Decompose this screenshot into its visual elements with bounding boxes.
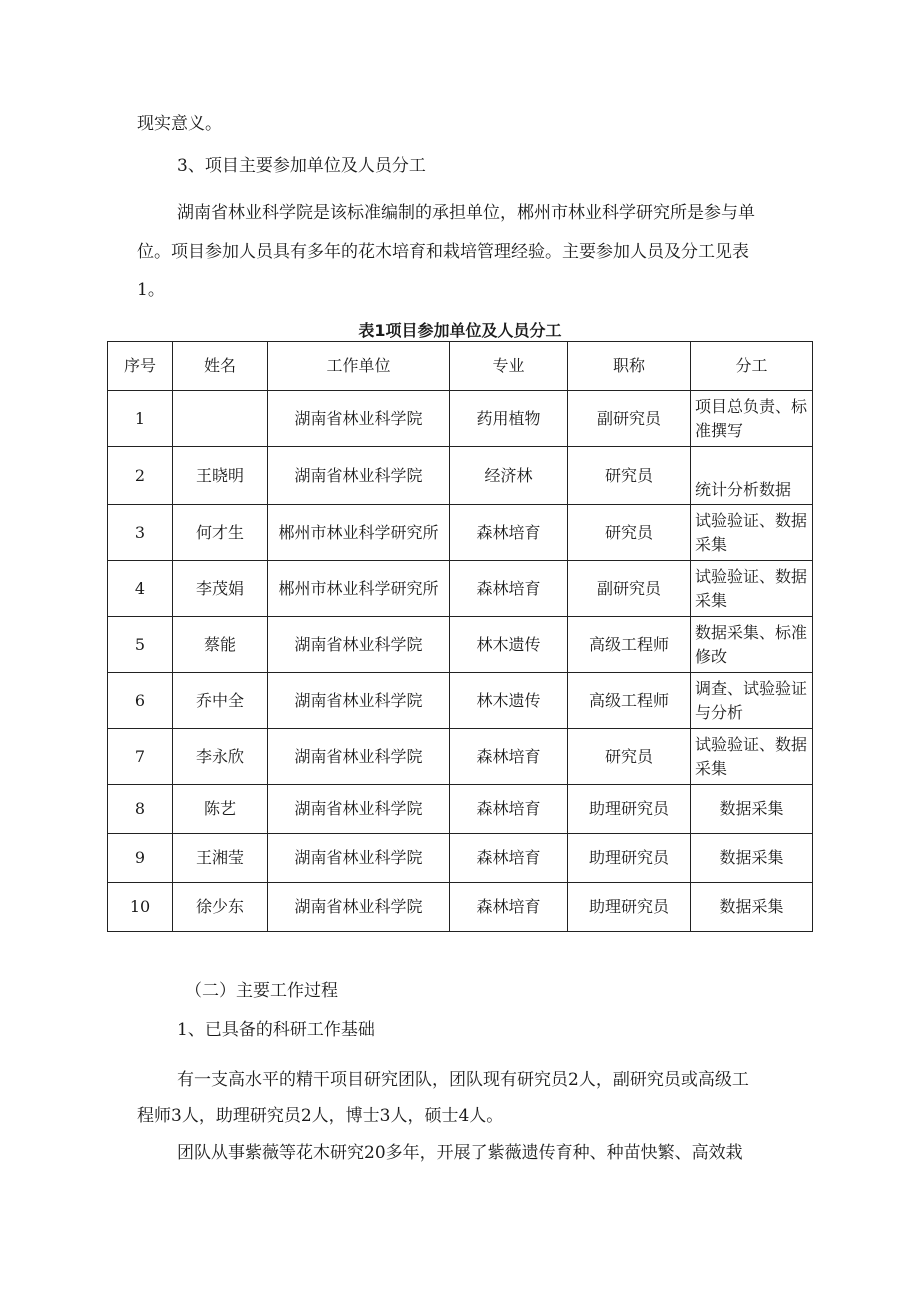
cell-title: 副研究员 — [568, 561, 691, 617]
cell-name: 乔中全 — [173, 673, 268, 729]
cell-duty: 数据采集 — [691, 785, 813, 834]
cell-duty: 试验验证、数据采集 — [691, 505, 813, 561]
cell-title: 研究员 — [568, 505, 691, 561]
cell-name: 蔡能 — [173, 617, 268, 673]
cell-name: 王晓明 — [173, 447, 268, 505]
cell-duty: 项目总负责、标准撰写 — [691, 391, 813, 447]
cell-major: 森林培育 — [450, 505, 568, 561]
header-title: 职称 — [568, 342, 691, 391]
cell-duty: 数据采集 — [691, 834, 813, 883]
cell-title: 研究员 — [568, 729, 691, 785]
cell-major: 药用植物 — [450, 391, 568, 447]
table-row — [108, 391, 813, 447]
cell-unit: 湖南省林业科学院 — [268, 673, 450, 729]
cell-duty: 数据采集、标准修改 — [691, 617, 813, 673]
cell-title: 助理研究员 — [568, 883, 691, 932]
table-row — [108, 785, 813, 834]
cell-major: 森林培育 — [450, 785, 568, 834]
sub1-heading: 1、已具备的科研工作基础 — [177, 1020, 375, 1040]
table-row — [108, 673, 813, 729]
table-row — [108, 729, 813, 785]
section3-para-line2: 位。项目参加人员具有多年的花木培育和栽培管理经验。主要参加人员及分工见表 — [137, 242, 749, 262]
para-team-line2: 程师3人，助理研究员2人，博士3人，硕士4人。 — [137, 1106, 504, 1126]
cell-duty: 调查、试验验证与分析 — [691, 673, 813, 729]
table-header-row — [108, 342, 813, 391]
cell-major: 经济林 — [450, 447, 568, 505]
cell-duty: 试验验证、数据采集 — [691, 561, 813, 617]
cell-no: 9 — [108, 834, 173, 883]
cell-name: 李永欣 — [173, 729, 268, 785]
cell-no: 1 — [108, 391, 173, 447]
header-unit: 工作单位 — [268, 342, 450, 391]
cell-unit: 郴州市林业科学研究所 — [268, 561, 450, 617]
table-row — [108, 561, 813, 617]
section3-para-line3: 1。 — [137, 280, 165, 300]
cell-title: 助理研究员 — [568, 785, 691, 834]
cell-unit: 湖南省林业科学院 — [268, 617, 450, 673]
cell-name: 何才生 — [173, 505, 268, 561]
cell-title: 高级工程师 — [568, 673, 691, 729]
table-row — [108, 834, 813, 883]
cell-major: 森林培育 — [450, 834, 568, 883]
header-no: 序号 — [108, 342, 173, 391]
cell-no: 10 — [108, 883, 173, 932]
table-caption: 表1项目参加单位及人员分工 — [358, 321, 562, 340]
cell-no: 3 — [108, 505, 173, 561]
cell-no: 4 — [108, 561, 173, 617]
cell-title: 高级工程师 — [568, 617, 691, 673]
para-team-line1: 有一支高水平的精干项目研究团队，团队现有研究员2人，副研究员或高级工 — [177, 1070, 749, 1090]
cell-no: 5 — [108, 617, 173, 673]
intro-tail: 现实意义。 — [137, 114, 222, 134]
section3-para-line1: 湖南省林业科学院是该标准编制的承担单位，郴州市林业科学研究所是参与单 — [177, 203, 755, 223]
cell-unit: 湖南省林业科学院 — [268, 834, 450, 883]
cell-name: 陈艺 — [173, 785, 268, 834]
cell-major: 森林培育 — [450, 729, 568, 785]
cell-title: 助理研究员 — [568, 834, 691, 883]
cell-unit: 湖南省林业科学院 — [268, 883, 450, 932]
cell-unit: 湖南省林业科学院 — [268, 785, 450, 834]
cell-name — [173, 391, 268, 447]
cell-unit: 湖南省林业科学院 — [268, 447, 450, 505]
cell-title: 研究员 — [568, 447, 691, 505]
cell-name: 李茂娟 — [173, 561, 268, 617]
header-name: 姓名 — [173, 342, 268, 391]
cell-no: 2 — [108, 447, 173, 505]
table-row — [108, 617, 813, 673]
cell-major: 森林培育 — [450, 561, 568, 617]
staff-table — [107, 341, 813, 932]
cell-title: 副研究员 — [568, 391, 691, 447]
para-research-line1: 团队从事紫薇等花木研究20多年，开展了紫薇遗传育种、种苗快繁、高效栽 — [177, 1143, 743, 1163]
cell-no: 7 — [108, 729, 173, 785]
cell-unit: 郴州市林业科学研究所 — [268, 505, 450, 561]
cell-major: 森林培育 — [450, 883, 568, 932]
header-major: 专业 — [450, 342, 568, 391]
cell-no: 8 — [108, 785, 173, 834]
table-row — [108, 505, 813, 561]
cell-unit: 湖南省林业科学院 — [268, 729, 450, 785]
cell-duty: 统计分析数据 — [691, 447, 813, 505]
table-row — [108, 447, 813, 505]
cell-duty: 数据采集 — [691, 883, 813, 932]
cell-major: 林木遗传 — [450, 673, 568, 729]
table-row — [108, 883, 813, 932]
cell-major: 林木遗传 — [450, 617, 568, 673]
cell-duty: 试验验证、数据采集 — [691, 729, 813, 785]
header-duty: 分工 — [691, 342, 813, 391]
section-b-heading: （二）主要工作过程 — [185, 981, 338, 1001]
cell-no: 6 — [108, 673, 173, 729]
cell-name: 徐少东 — [173, 883, 268, 932]
cell-unit: 湖南省林业科学院 — [268, 391, 450, 447]
cell-name: 王湘莹 — [173, 834, 268, 883]
section3-heading: 3、项目主要参加单位及人员分工 — [177, 156, 426, 176]
